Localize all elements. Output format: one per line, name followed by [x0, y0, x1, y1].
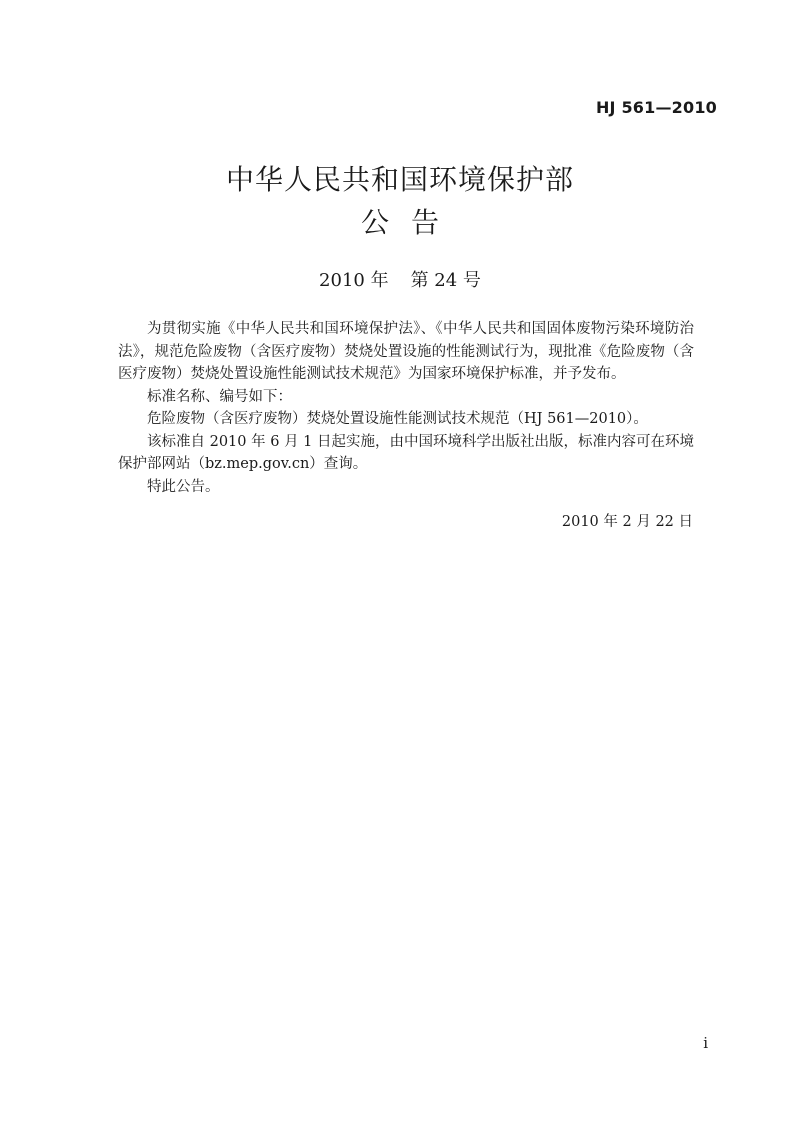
issue-year: 2010 年 — [319, 270, 389, 291]
issue-number: 第 24 号 — [410, 270, 481, 291]
notice-title: 公告 — [360, 206, 461, 239]
notice-body — [118, 318, 694, 498]
standard-code: HJ 561—2010 — [595, 98, 717, 117]
body-paragraph: 标准名称、编号如下： — [147, 388, 292, 405]
issue-line — [0, 266, 800, 292]
body-paragraph: 危险废物（含医疗废物）焚烧处置设施性能测试技术规范（HJ 561—2010）。 — [147, 411, 648, 427]
organization-title: 中华人民共和国环境保护部 — [225, 163, 574, 196]
body-paragraph: 特此公告。 — [147, 478, 220, 495]
body-paragraph: 该标准自 2010 年 6 月 1 日起实施，由中国环境科学出版社出版，标准内容可在环境保护部网站（bz.mep.gov.cn）查询。 — [118, 433, 695, 472]
signature-date: 2010 年 2 月 22 日 — [561, 514, 693, 530]
body-paragraph: 为贯彻实施《中华人民共和国环境保护法》、《中华人民共和国固体废物污染环境防治法》，规范危险废物（含医疗废物）焚烧处置设施的性能测试行为，现批准《危险废物（含医疗废物）焚烧处置设施性能测试技术规范》为国家环境保护标准，并予发布。 — [118, 321, 694, 382]
page-number: i — [703, 1034, 708, 1052]
